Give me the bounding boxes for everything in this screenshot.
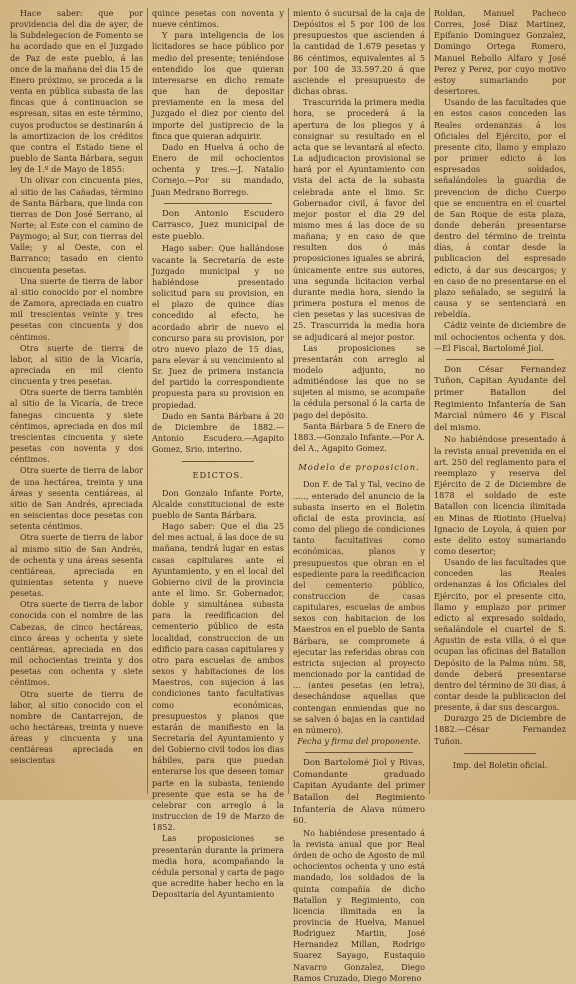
- col3-paragraph-2: Trascurrida la primera media hora, se procederá á la apertura de los pliegos y á consignar su resultado en el acta que se levantará al efecto. La adjudicacion provisional se hará por el Ayuntamiento con vista del acta de la subasta celebrada ante el limo. Sr. Gobernador civil, á favor del mejor postor el dia 29 del mismo mes á las doce de su mañana; y en caso de que resulten dos ó más proposiciones iguales se abrirá, únicamente entre sus autores, una segunda licitacion verbal durante media hora, siendo la primera postura el menos de cien pesetas y las sucesivas de 25. Trascurrida la media hora se adjudicará al mejor postor.: [293, 97, 425, 342]
- col2-continuation: quince pesetas con noventa y nueve céntimos.: [152, 8, 284, 30]
- col2-dateline: Dado en Huelva á ocho de Enero de mil ochocientos ochenta y tres.—J. Natalio Cornejo.—Por su mandado, Juan Medrano Borrego.: [152, 141, 284, 197]
- col3-paragraph-1: miento ó sucursal de la caja de Depósitos el 5 por 100 de los presupuestos que ascienden á la cantidad de 1.679 pesetas y 86 céntimos, equivalentes al 5 por 100 de 33.597.20 á que asciende el presupuesto de dichas obras.: [293, 8, 425, 97]
- col2-paragraph-6: Hago saber: Que el dia 25 del mes actual, á las doce de su mañana, tendrá lugar en estas casas capitulares ante el Ayuntamiento, y en el local del Gobierno civil de la provincia ante el limo. Sr. Gobernador, doble y simultánea subasta para la reedificacion del cementerio público de esta localidad, construccion de un edificio para casas capitulares y otro para escuelas de ambos sexos y habitaciones de los Maestros, con sujecion á las condiciones tanto facultativas como económicas, presupuestos y planos que estarán de manifiesto en la Secretaría del Ayuntamiento y del Gobierno civil todos los dias hábiles, para que puedan enterarse los que deseen tomar parte en la subasta, teniendo presente que esta se ha de celebrar con arreglo á la instruccion de 19 de Marzo de 1852.: [152, 521, 284, 833]
- col4-paragraph-6: Usando de las facultades que conceden las Reales ordenanzas á los Oficiales del Ejército, por el presente cito, llamo y emplazo por primer edicto al expresado soldado, señalándole el cuartel de S. Agustin de esta villa, ó el que ocupan las oficinas del Batallon Depósito de la Palma núm. 58, donde deberá presentarse dentro del término de 30 dias, á contar desde la publicacion del presente, á dar sus descargos.: [434, 557, 566, 713]
- column-4: [429, 8, 570, 794]
- col3-signature-line: Fecha y firma del proponente.: [297, 736, 421, 746]
- col1-item-1: Un olivar con cincuenta pies, al sitio de las Cañadas, término de Santa Bárbara, que linda con tierras de Don José Serrano, al Norte; al Este con el camino de Paymogo; al Sur, con tierras del Valle; y al Oeste, con el Barranco; tasado en ciento cincuenta pesetas.: [10, 175, 143, 275]
- col2-judge-title: Don Antonio Escudero Carrasco, Juez municipal de este pueblo.: [152, 208, 284, 242]
- divider: [446, 359, 554, 360]
- section-heading-edictos: EDICTOS.: [192, 470, 244, 481]
- imprint: Imp. del Boletin oficial.: [452, 760, 548, 770]
- col1-item-5: Otra suerte de tierra de labor de una hectárea, treinta y una áreas y sesenta centiáreas, al sitio de San Andrés, apreciada en seiscientas doce pesetas con setenta céntimos.: [10, 465, 143, 532]
- col2-paragraph-3: Hago saber: Que hallándose vacante la Secretaría de este Juzgado municipal y no habiéndose presentado solicitud para su provision, en el plazo de quince días concedido al efecto, he acordado abrir de nuevo el concurso para su provision, por otro nuevo plazo de 15 días, para elevar á su vencimiento al Sr. Juez de primera instancia del partido la correspondiente propuesta para su provision en propiedad.: [152, 243, 284, 410]
- col1-item-3: Otra suerte de tierra de labor, al sitio de la Vicaría, apreciada en mil ciento cincuenta y tres pesetas.: [10, 342, 143, 387]
- col1-item-8: Otra suerte de tierra de labor, al sitio conocido con el nombre de Cantarrejon, de ocho hectáreas, treinta y nueve áreas y cincuenta y una centiáreas apreciada en seiscientas: [10, 688, 143, 766]
- col2-paragraph-4: Dado en Santa Bárbara á 20 de Diciembre de 1882.—Antonio Escudero.—Agapito Gomez, Srio. interino.: [152, 410, 284, 455]
- col3-paragraph-4: Santa Bárbara 5 de Enero de 1883.—Gonzalo Infante.—Por A. del A., Agapito Gomez.: [293, 420, 425, 454]
- divider: [182, 461, 254, 462]
- divider: [464, 753, 536, 754]
- col1-item-6: Otra suerte de tierra de labor al mismo sitio de San Andrés, de ochenta y una áreas sesenta centiáreas, apreciada en quinientas setenta y nueve pesetas.: [10, 532, 143, 599]
- column-1: [6, 8, 147, 794]
- col4-captain-title: Don César Fernandez Tuñon, Capitan Ayudante del primer Batallon del Regimiento Infantería de San Marcial número 46 y Fiscal del mismo.: [434, 364, 566, 433]
- col1-item-7: Otra suerte de tierra de labor conocida con el nombre de las Cabezas, de cinco hectáreas, cinco áreas y ochenta y siete centiáreas, apreciada en dos mil ochocientas treinta y dos pesetas con ochenta y siete céntimos.: [10, 599, 143, 688]
- col2-paragraph-5: Don Gonzalo Infante Porte, Alcalde constitucional de este pueblo de Santa Bárbara.: [152, 487, 284, 520]
- col3-paragraph-5: Don F. de Tal y Tal, vecino de ....., enterado del anuncio de la subasta inserto en el Boletin oficial de esta provincia, así como del pliego de condiciones tanto facultativas como económicas, planos y presupuestos que obran en el espediente para la reedificacion del cementerio público, construccion de casas capitulares, escuelas de ambos sexos con habitacion de los Maestros en el pueblo de Santa Bárbara, se compromete á ejecutar las referidas obras con estricta sujecion al proyecto mencionado por la cantidad de ... (antes pesetas (en letra), desechándose aquellas que contengan enmiendas que no se salven ó bajas en la cantidad en número).: [293, 479, 425, 735]
- col4-paragraph-1: Roldan, Manuel Pacheco Corres, José Diaz Martinez, Epifanio Dominguez Gonzalez, Domingo Ortega Romero, Manuel Rebollo Alfaro y José Perez y Perez, por cuyo motivo estoy sumariando por desertores.: [434, 8, 566, 97]
- model-heading: Modelo de proposicion.: [298, 462, 420, 473]
- col4-paragraph-2: Usando de las facultades que en estos casos conceden las Reales ordenanzas á los Oficiales del Ejército, por el presente cito, llamo y emplazo por primer edicto á los espresados soldados, señalándoles la guardia de prevencion de dicho Cuerpo que se encuentra en el cuartel de San Roque de esta plaza, donde deberán presentarse dentro del término de treinta días, á contar desde la publicacion del espresado edicto, á dar sus descargos; y en caso de no presentarse en el plazo señalado, se seguirá la causa y se sentenciará en rebeldía.: [434, 97, 566, 320]
- col3-paragraph-3: Las proposiciones se presentarán con arreglo al modelo adjunto, no admitiéndose las que no se sujeten al mismo, se acompañe la cédula personal ó la carta de pago del depósito.: [293, 342, 425, 420]
- column-3: [288, 8, 429, 983]
- col3-commander-title: Don Bartolomé Jiol y Rivas, Comandante graduado Capitan Ayudante del primer Batallon del Regimiento Infantería de Alava número 60.: [293, 758, 425, 827]
- divider: [164, 203, 272, 204]
- col1-item-4: Otra suerte de tierra también al sitio de la Vicaría, de trece fanegas cincuenta y siete céntimos, apreciada en dos mil trescientas cincuenta y siete pesetas con noventa y dos céntimos.: [10, 387, 143, 465]
- col4-paragraph-5: No habiéndose presentado á la revista anual prevenida en el art. 250 del reglamento para el reemplazo y reserva del Ejército de 2 de Diciembre de 1878 el soldado de este Batallon con licencia ilimitada en Minas de Riotinto (Huelva) Ignacio de Loyola, á quien por este delito estoy sumariando como desertor;: [434, 434, 566, 556]
- col2-paragraph-1: Y para inteligencia de los licitadores se hace público por medio del presente; teniéndose entendido los que quieran interesarse en dicho remate que han de depositar previamente en la mesa del Juzgado el diez por ciento del importe del justiprecio de la finca que quieran adquirir.: [152, 30, 284, 141]
- col2-paragraph-7: Las proposiciones se presentarán durante la primera media hora, acompañando la cédula personal y carta de pago que acredite haber hecho en la Depositaría del Ayuntamiento: [152, 833, 284, 900]
- col4-paragraph-3: Cádiz veinte de diciembre de mil ochocientos ochenta y dos.—El Fiscal, Bartolomé Jiol.: [434, 320, 566, 353]
- col3-paragraph-8: No habiéndose presentado á la revista anual que por Real órden de ocho de Agosto de mil ochocientos ochenta y uno está mandado, los soldados de la quinta compañía de dicho Batallon y Regimiento, con licencia ilimitada en la provincia de Huelva, Manuel Rodriguez Martin, José Hernandez Millan, Rodrigo Suarez Sayago, Eustaquio Navarro Gonzalez, Diego Ramos Cruzado, Diego Moreno: [293, 827, 425, 983]
- divider: [305, 752, 413, 753]
- column-2: [147, 8, 288, 900]
- col1-intro: Hace saber: que por providencia del dia de ayer, de la Subdelegacion de Fomento se ha acordado que en el Juzgado de Paz de este pueblo, á las once de la mañana del dia 15 de Enero próximo, se proceda a la venta en pública subasta de las fincas que á continuacion se espresan, sitas en este término, cuyos productos se destinarán á la amortizacion de los créditos que contra el Estado tiene el pueblo de Santa Bárbara, segun ley de 1.º de Mayo de 1855:: [10, 8, 143, 175]
- col4-paragraph-7: Durazgo 25 de Diciembre de 1882.—César Fernandez Tuñon.: [434, 713, 566, 746]
- col1-item-2: Una suerte de tierra de labor al sitio conocido por el nombre de Zamora, apreciada en cuatro mil trescientas veinte y tres pesetas con cincuenta y dos céntimos.: [10, 275, 143, 342]
